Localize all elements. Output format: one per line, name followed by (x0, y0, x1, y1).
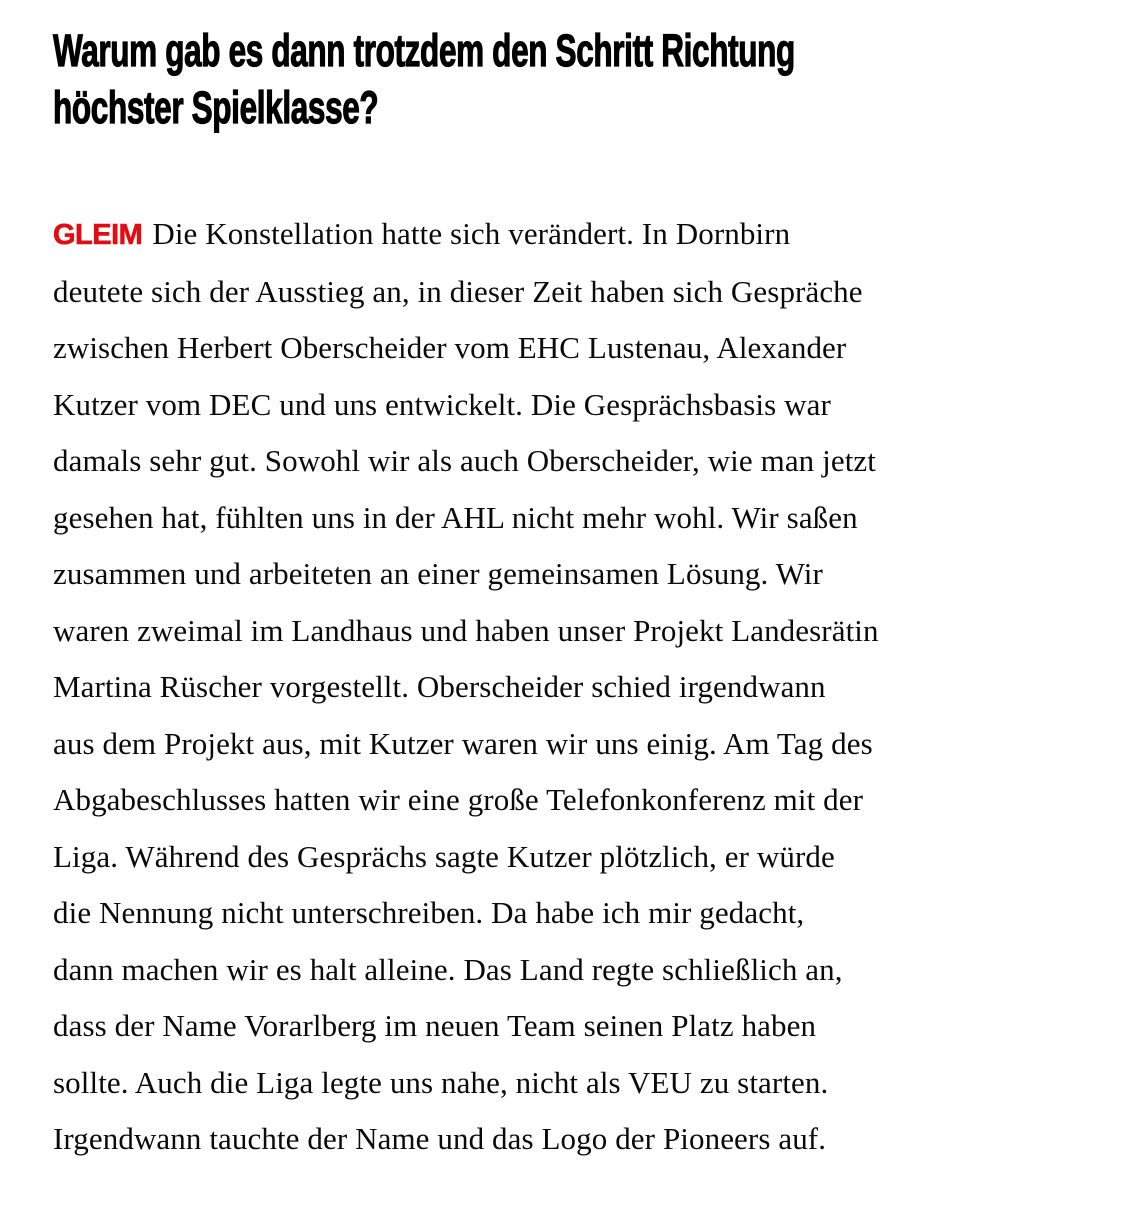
answer-line: sollte. Auch die Liga legte uns nahe, nicht als VEU zu starten. (53, 1064, 829, 1100)
answer-line: damals sehr gut. Sowohl wir als auch Oberscheider, wie man jetzt (53, 443, 876, 478)
answer-line: Irgendwann tauchte der Name und das Logo der Pioneers auf. (53, 1121, 827, 1156)
answer-line (53, 206, 1105, 264)
interview-article (53, 22, 1105, 1168)
answer-line: aus dem Projekt aus, mit Kutzer waren wir uns einig. Am Tag des (53, 725, 873, 761)
answer-line: die Nennung nicht unterschreiben. Da habe ich mir gedacht, (53, 895, 805, 930)
interview-question-heading (53, 22, 795, 136)
answer-line: dann machen wir es halt alleine. Das Land regte schließlich an, (53, 951, 843, 987)
answer-line: zusammen und arbeiteten an einer gemeinsamen Lösung. Wir (53, 556, 823, 591)
answer-line: Liga. Während des Gesprächs sagte Kutzer plötzlich, er würde (53, 838, 835, 874)
question-line: Warum gab es dann trotzdem den Schritt Richtung (53, 25, 795, 76)
answer-line: Martina Rüscher vorgestellt. Oberscheider schied irgendwann (53, 669, 826, 704)
answer-line: waren zweimal im Landhaus und haben unser Projekt Landesrätin (53, 612, 879, 648)
answer-line: deutete sich der Ausstieg an, in dieser Zeit haben sich Gespräche (53, 273, 863, 309)
answer-line: Kutzer vom DEC und uns entwickelt. Die Gesprächsbasis war (53, 386, 831, 422)
speaker-label: GLEIM (53, 219, 143, 251)
answer-line: zwischen Herbert Oberscheider vom EHC Lustenau, Alexander (53, 330, 847, 365)
question-line: höchster Spielklasse? (53, 82, 379, 133)
interview-answer-paragraph (53, 206, 1105, 1168)
answer-line-text: Die Konstellation hatte sich verändert. In Dornbirn (152, 216, 791, 251)
answer-line: Abgabeschlusses hatten wir eine große Telefonkonferenz mit der (53, 782, 864, 817)
answer-line: dass der Name Vorarlberg im neuen Team seinen Platz haben (53, 1008, 817, 1043)
answer-line: gesehen hat, fühlten uns in der AHL nicht mehr wohl. Wir saßen (53, 499, 858, 535)
